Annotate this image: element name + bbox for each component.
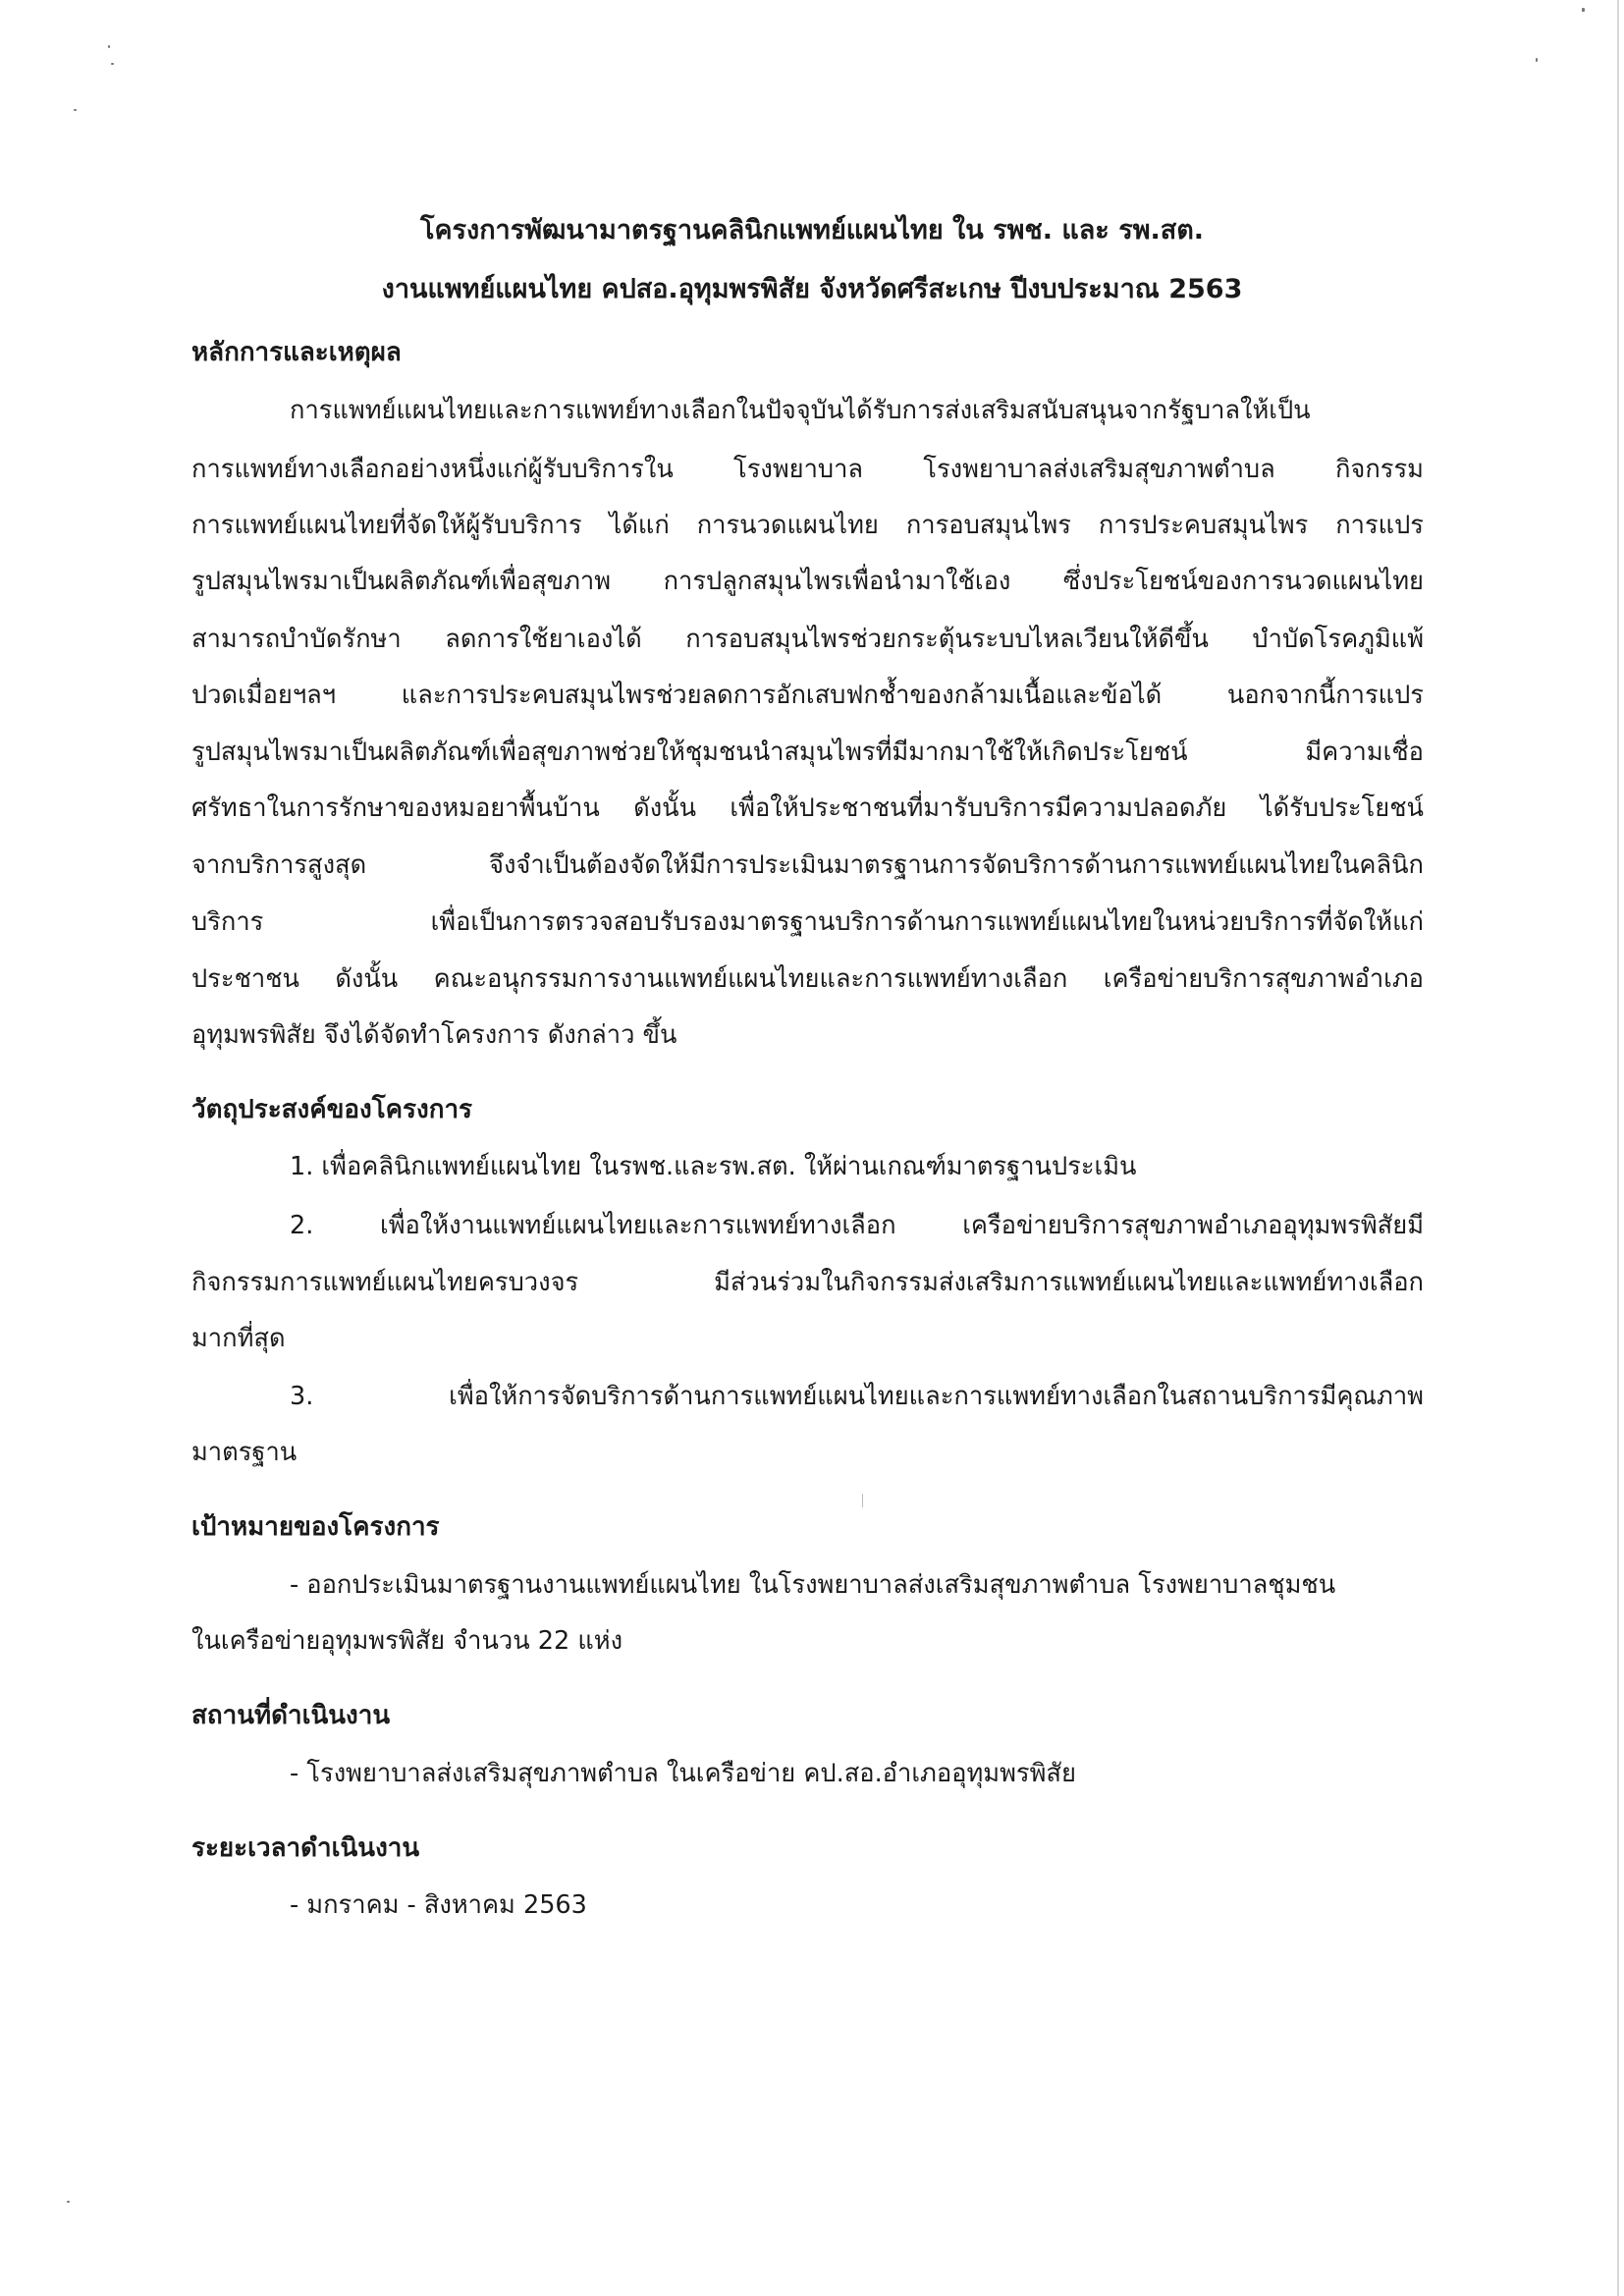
rationale-heading: หลักการและเหตุผล <box>191 338 402 367</box>
rationale-line: จากบริการสูงสุด จึงจำเป็นต้องจัดให้มีการประเมินมาตรฐานการจัดบริการด้านการแพทย์แผนไทยในคลินิก <box>191 850 1424 880</box>
document-title-line-2: งานแพทย์แผนไทย คปสอ.อุทุมพรพิสัย จังหวัดศรีสะเกษ ปีงบประมาณ 2563 <box>381 274 1243 304</box>
rationale-line: การแพทย์แผนไทยที่จัดให้ผู้รับบริการ ได้แก่ การนวดแผนไทย การอบสมุนไพร การประคบสมุนไพร การแปร <box>191 511 1424 540</box>
rationale-line: รูปสมุนไพรมาเป็นผลิตภัณฑ์เพื่อสุขภาพช่วยให้ชุมชนนำสมุนไพรที่มีมากมาใช้ให้เกิดประโยชน์ มีความเชื่อ <box>191 738 1424 767</box>
rationale-line: การแพทย์แผนไทยและการแพทย์ทางเลือกในปัจจุบันได้รับการส่งเสริมสนับสนุนจากรัฐบาลให้เป็น <box>290 396 1311 425</box>
objective-item: 1. เพื่อคลินิกแพทย์แผนไทย ในรพช.และรพ.สต. ให้ผ่านเกณฑ์มาตรฐานประเมิน <box>290 1152 1137 1181</box>
scan-speck <box>1536 58 1538 62</box>
rationale-line: การแพทย์ทางเลือกอย่างหนึ่งแก่ผู้รับบริการใน โรงพยาบาล โรงพยาบาลส่งเสริมสุขภาพตำบล กิจกรรม <box>191 455 1424 484</box>
location-item: - โรงพยาบาลส่งเสริมสุขภาพตำบล ในเครือข่าย คป.สอ.อำเภออุทุมพรพิสัย <box>290 1759 1076 1788</box>
scan-speck <box>1582 8 1585 12</box>
objective-item-continuation: มากที่สุด <box>191 1324 286 1353</box>
objective-item: 2. เพื่อให้งานแพทย์แผนไทยและการแพทย์ทางเลือก เครือข่ายบริการสุขภาพอำเภออุทุมพรพิสัยมี <box>290 1211 1424 1240</box>
objectives-heading: วัตถุประสงค์ของโครงการ <box>191 1095 473 1124</box>
objective-item-continuation: กิจกรรมการแพทย์แผนไทยครบวงจร มีส่วนร่วมในกิจกรรมส่งเสริมการแพทย์แผนไทยและแพทย์ทางเลือก <box>191 1268 1424 1297</box>
target-item-continuation: ในเครือข่ายอุทุมพรพิสัย จำนวน 22 แห่ง <box>191 1626 623 1656</box>
period-heading: ระยะเวลาดำเนินงาน <box>191 1833 420 1863</box>
rationale-line: อุทุมพรพิสัย จึงได้จัดทำโครงการ ดังกล่าว ขึ้น <box>191 1020 677 1050</box>
location-heading: สถานที่ดำเนินงาน <box>191 1701 391 1730</box>
scan-speck <box>862 1494 863 1507</box>
target-item: - ออกประเมินมาตรฐานงานแพทย์แผนไทย ในโรงพยาบาลส่งเสริมสุขภาพตำบล โรงพยาบาลชุมชน <box>290 1570 1336 1600</box>
objective-item-continuation: มาตรฐาน <box>191 1438 298 1467</box>
period-item: - มกราคม - สิงหาคม 2563 <box>290 1890 587 1920</box>
scan-speck <box>111 63 114 65</box>
rationale-line: ปวดเมื่อยฯลฯ และการประคบสมุนไพรช่วยลดการอักเสบฟกช้ำของกล้ามเนื้อและข้อได้ นอกจากนี้การแปร <box>191 681 1424 710</box>
document-title-line-1: โครงการพัฒนามาตรฐานคลินิกแพทย์แผนไทย ใน รพช. และ รพ.สต. <box>419 215 1205 246</box>
rationale-line: ประชาชน ดังนั้น คณะอนุกรรมการงานแพทย์แผนไทยและการแพทย์ทางเลือก เครือข่ายบริการสุขภาพอำเภอ <box>191 964 1424 994</box>
scan-speck <box>108 45 110 48</box>
objective-item: 3. เพื่อให้การจัดบริการด้านการแพทย์แผนไทยและการแพทย์ทางเลือกในสถานบริการมีคุณภาพ <box>290 1382 1424 1411</box>
rationale-line: สามารถบำบัดรักษา ลดการใช้ยาเองได้ การอบสมุนไพรช่วยกระตุ้นระบบไหลเวียนให้ดีขึ้น บำบัดโรคภูมิแพ้ <box>191 625 1424 654</box>
target-heading: เป้าหมายของโครงการ <box>191 1512 440 1542</box>
scan-page-edge <box>1617 0 1619 2296</box>
scan-speck <box>74 109 77 111</box>
scan-speck <box>67 2201 70 2203</box>
rationale-line: รูปสมุนไพรมาเป็นผลิตภัณฑ์เพื่อสุขภาพ การปลูกสมุนไพรเพื่อนำมาใช้เอง ซึ่งประโยชน์ของการนวดแผนไทย <box>191 567 1424 596</box>
rationale-line: บริการ เพื่อเป็นการตรวจสอบรับรองมาตรฐานบริการด้านการแพทย์แผนไทยในหน่วยบริการที่จัดให้แก่ <box>191 907 1424 937</box>
rationale-line: ศรัทธาในการรักษาของหมอยาพื้นบ้าน ดังนั้น เพื่อให้ประชาชนที่มารับบริการมีความปลอดภัย ได้รับประโยชน์ <box>191 793 1424 823</box>
